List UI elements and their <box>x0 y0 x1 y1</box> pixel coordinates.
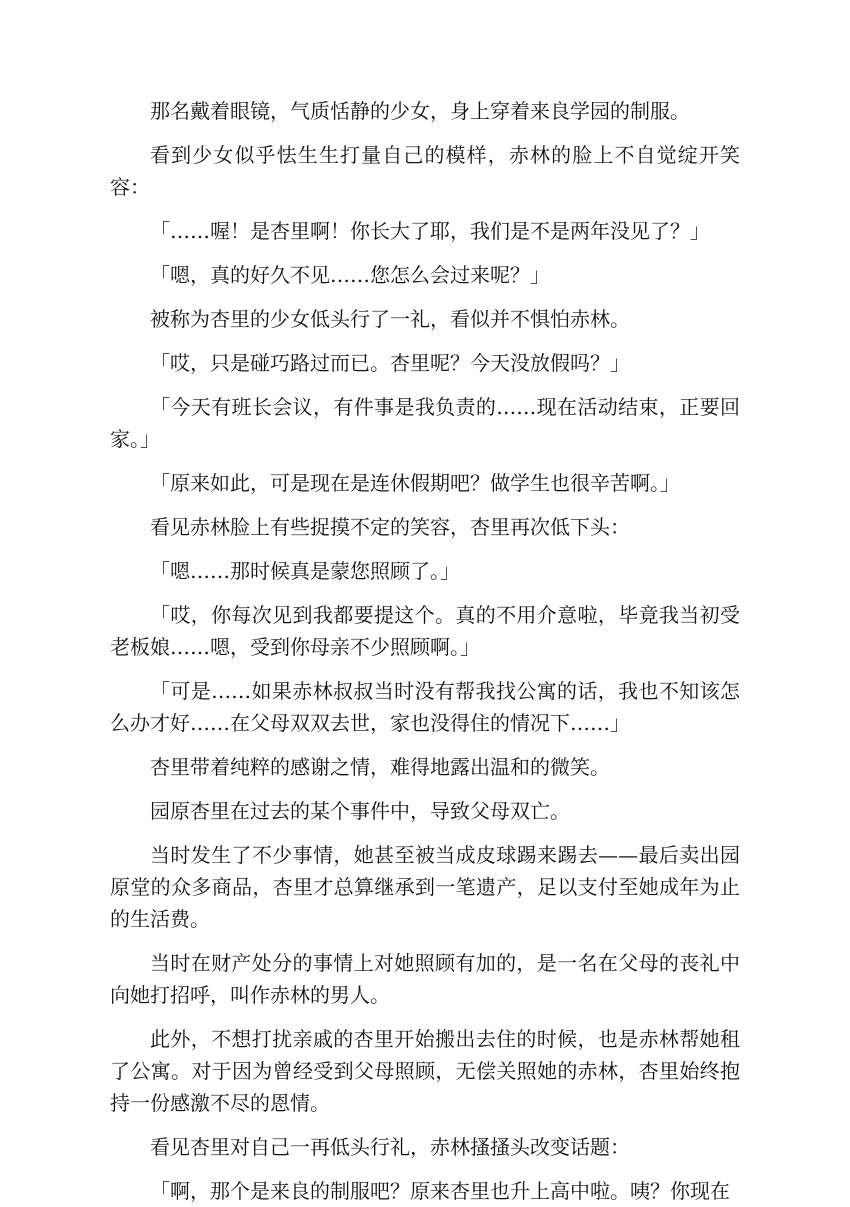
paragraph-16: 当时在财产处分的事情上对她照顾有加的，是一名在父母的丧礼中向她打招呼，叫作赤林的男人。 <box>110 951 740 1007</box>
paragraph-3: 「……喔！是杏里啊！你长大了耶，我们是不是两年没见了？」 <box>150 219 710 243</box>
paragraph-14: 园原杏里在过去的某个事件中，导致父母双亡。 <box>150 799 570 823</box>
paragraph-4: 「嗯，真的好久不见……您怎么会过来呢？」 <box>150 263 550 287</box>
paragraph-6: 「哎，只是碰巧路过而已。杏里呢？今天没放假吗？」 <box>150 351 630 375</box>
paragraph-10: 「嗯……那时候真是蒙您照顾了。」 <box>150 559 460 583</box>
paragraph-5: 被称为杏里的少女低头行了一礼，看似并不惧怕赤林。 <box>150 307 630 331</box>
paragraph-18: 看见杏里对自己一再低头行礼，赤林搔搔头改变话题： <box>150 1135 630 1159</box>
body-text <box>110 95 740 1207</box>
paragraph-15: 当时发生了不少事情，她甚至被当成皮球踢来踢去——最后卖出园原堂的众多商品，杏里才总算继承到一笔遗产，足以支付至她成年为止的生活费。 <box>110 843 740 931</box>
paragraph-1: 那名戴着眼镜，气质恬静的少女，身上穿着来良学园的制服。 <box>150 99 690 123</box>
paragraph-8: 「原来如此，可是现在是连休假期吧？做学生也很辛苦啊。」 <box>150 471 680 495</box>
paragraph-2: 看到少女似乎怯生生打量自己的模样，赤林的脸上不自觉绽开笑容： <box>110 143 740 199</box>
paragraph-12: 「可是……如果赤林叔叔当时没有帮我找公寓的话，我也不知该怎么办才好……在父母双双去世，家也没得住的情况下……」 <box>110 679 740 735</box>
paragraph-17: 此外，不想打扰亲戚的杏里开始搬出去住的时候，也是赤林帮她租了公寓。对于因为曾经受到父母照顾，无偿关照她的赤林，杏里始终抱持一份感激不尽的恩情。 <box>110 1027 740 1115</box>
paragraph-9: 看见赤林脸上有些捉摸不定的笑容，杏里再次低下头： <box>150 515 630 539</box>
paragraph-19: 「啊，那个是来良的制服吧？原来杏里也升上高中啦。咦？你现在 <box>150 1179 730 1203</box>
paragraph-11: 「哎，你每次见到我都要提这个。真的不用介意啦，毕竟我当初受老板娘……嗯，受到你母亲不少照顾啊。」 <box>110 603 740 659</box>
paragraph-7: 「今天有班长会议，有件事是我负责的……现在活动结束，正要回家。」 <box>110 395 740 451</box>
paragraph-13: 杏里带着纯粹的感谢之情，难得地露出温和的微笑。 <box>150 755 610 779</box>
